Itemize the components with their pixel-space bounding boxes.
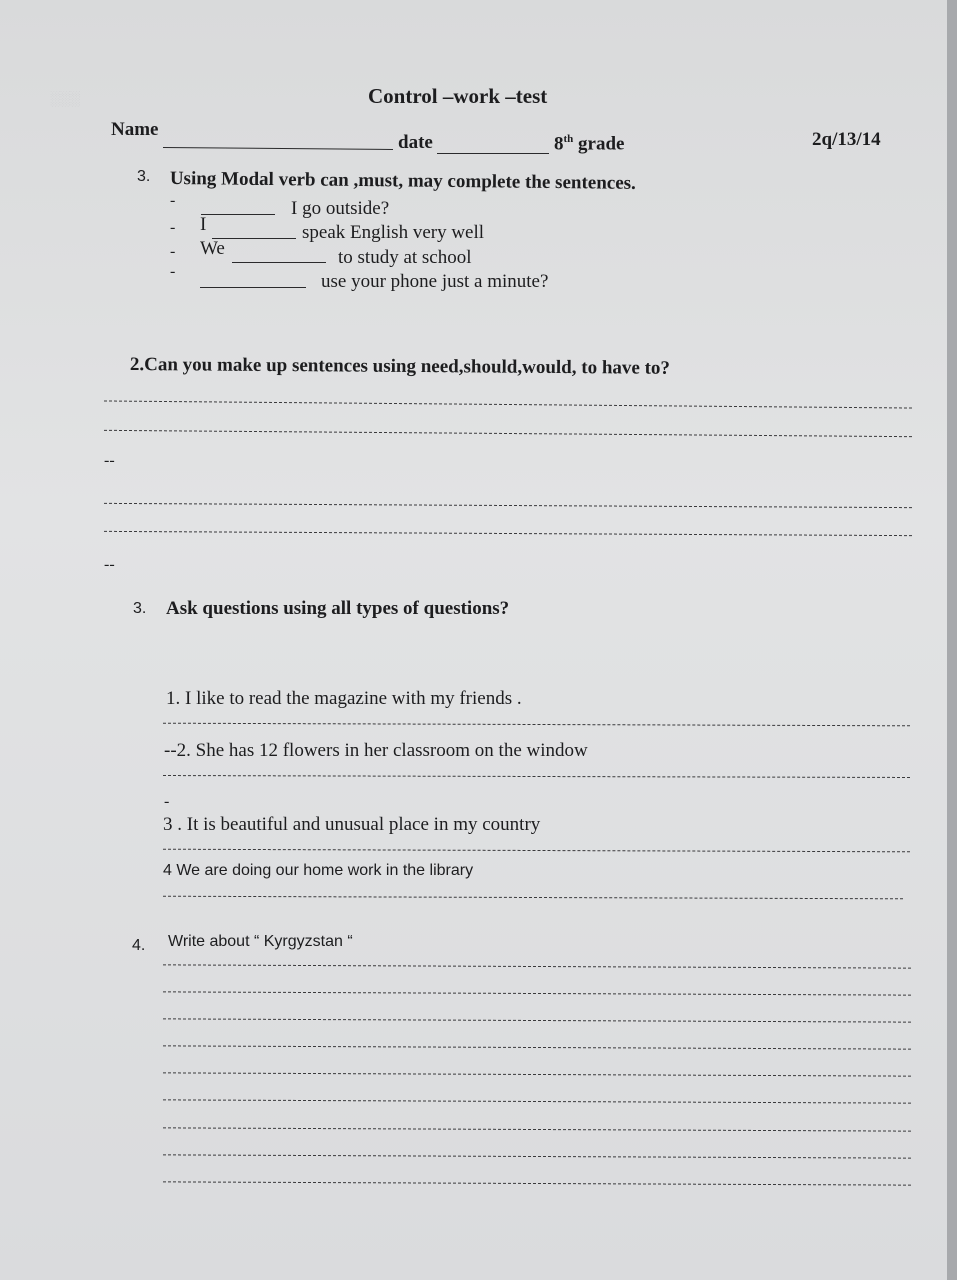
question-prompt: 3 . It is beautiful and unusual place in my country (163, 814, 541, 835)
item-bullet: - (170, 243, 176, 260)
answer-blank (201, 214, 275, 215)
name-label: Name (111, 119, 159, 140)
grade-suffix: th (563, 133, 574, 145)
sentence-text: speak English very well (302, 222, 485, 243)
writing-line (163, 1045, 911, 1049)
item-bullet: - (170, 192, 176, 209)
writing-line (104, 531, 912, 536)
item-bullet: - (170, 219, 176, 236)
sentence-subject: We (200, 238, 225, 259)
writing-line (104, 400, 912, 408)
sentence-text: I go outside? (291, 198, 390, 219)
stray-dashes: -- (104, 452, 115, 469)
stray-dash: - (164, 793, 170, 810)
writing-line (163, 775, 910, 778)
sentence-subject: I (200, 214, 207, 235)
section1-instruction: Using Modal verb can ,must, may complete the sentences. (169, 168, 636, 194)
grade-label (554, 133, 624, 155)
bleed-through-text: ░░░ (50, 92, 80, 107)
writing-line (163, 849, 910, 853)
writing-line (163, 896, 903, 900)
sentence-text: use your phone just a minute? (321, 271, 549, 292)
question-prompt: 4 We are doing our home work in the library (163, 862, 474, 879)
writing-line (163, 723, 910, 727)
writing-line (163, 1127, 911, 1131)
writing-line (163, 1072, 911, 1076)
writing-line (163, 1099, 911, 1103)
writing-line (104, 503, 912, 508)
section4-number: 4. (132, 937, 146, 954)
stray-dashes: -- (104, 556, 115, 573)
grade-number: 8 (554, 133, 564, 155)
section3-number: 3. (133, 600, 147, 617)
date-blank (437, 153, 549, 154)
question-prompt: 1. I like to read the magazine with my friends . (166, 688, 522, 709)
item-bullet: - (170, 263, 176, 280)
question-prompt: --2. She has 12 flowers in her classroom on the window (164, 740, 588, 761)
writing-line (163, 1181, 911, 1185)
test-code: 2q/13/14 (812, 129, 881, 150)
writing-line (163, 1018, 911, 1022)
section3-instruction: Ask questions using all types of questions? (166, 598, 510, 619)
date-label: date (398, 132, 433, 153)
writing-line (104, 430, 912, 437)
name-blank (163, 147, 393, 150)
section4-instruction: Write about “ Kyrgyzstan “ (168, 933, 353, 950)
grade-word: grade (578, 133, 625, 155)
section1-number: 3. (137, 168, 151, 185)
section2-title: 2.Can you make up sentences using need,should,would, to have to? (129, 354, 671, 379)
writing-line (163, 991, 911, 995)
sentence-text: to study at school (338, 247, 472, 268)
answer-blank (232, 262, 326, 263)
writing-line (163, 964, 911, 968)
writing-line (163, 1154, 911, 1158)
answer-blank (200, 287, 306, 288)
page-title: Control –work –test (368, 84, 548, 108)
page-edge-shadow (947, 0, 957, 1280)
